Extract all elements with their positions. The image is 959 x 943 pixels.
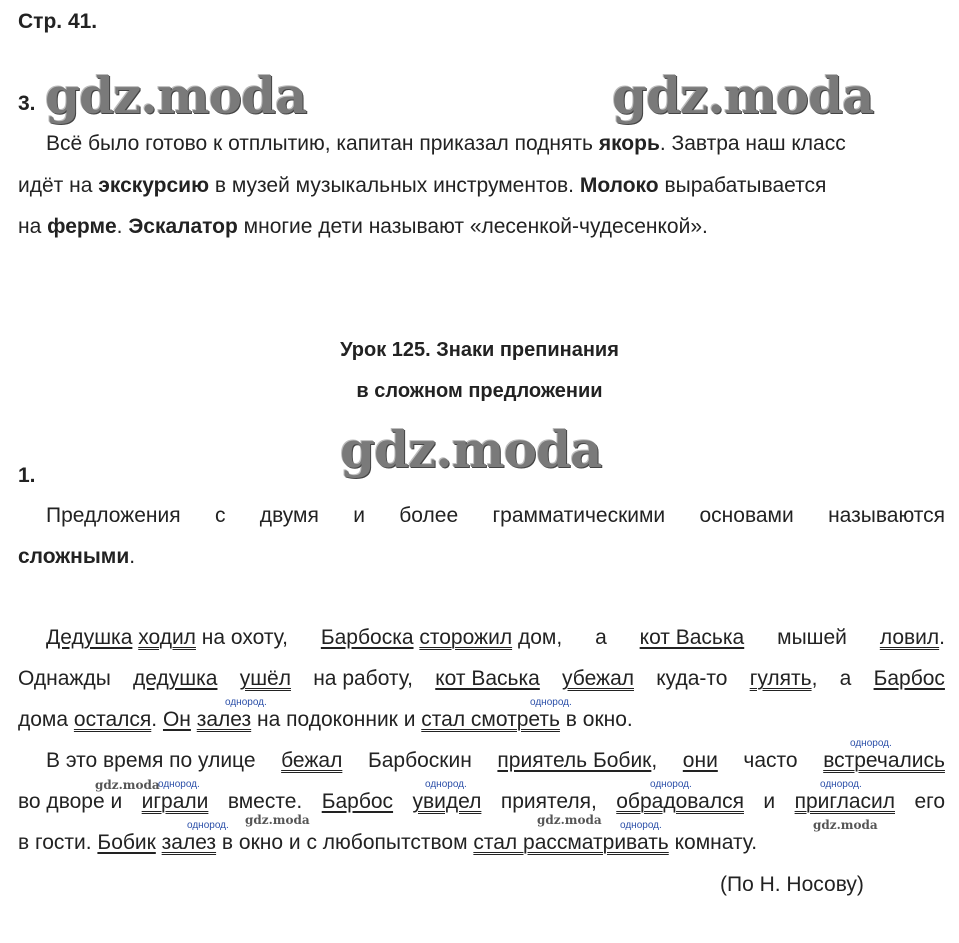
predicate: гулять bbox=[749, 667, 812, 690]
lesson-subtitle: в сложном предложении bbox=[356, 380, 603, 402]
predicate: убежал bbox=[562, 667, 634, 690]
predicate: пригласил bbox=[794, 790, 895, 813]
story-line: дома остался. Он залез на подоконник и стал смотреть в окно. bbox=[18, 708, 633, 731]
predicate: залез bbox=[196, 708, 252, 731]
answer-word: Эскалатор bbox=[128, 215, 238, 238]
subject: кот Васька bbox=[639, 626, 745, 649]
subject: Барбоска bbox=[320, 626, 414, 649]
predicate: играли bbox=[141, 790, 209, 813]
predicate: сторожил bbox=[419, 626, 513, 649]
paragraph-line: идёт на экскурсию в музей музыкальных инструментов. Молоко вырабатывается bbox=[18, 174, 827, 197]
predicate: стал смотреть bbox=[421, 708, 560, 731]
paragraph-line: Всё было готово к отплытию, капитан приказал поднять якорь. Завтра наш класс bbox=[46, 132, 846, 155]
subject: приятель Бобик bbox=[497, 749, 652, 772]
subject: Он bbox=[162, 708, 191, 731]
lesson-title: Урок 125. Знаки препинания bbox=[340, 339, 619, 361]
predicate: ловил bbox=[879, 626, 940, 649]
predicate: стал рассматривать bbox=[473, 831, 669, 854]
predicate: залез bbox=[161, 831, 217, 854]
subject: Дедушка bbox=[46, 626, 133, 649]
predicate: ушёл bbox=[239, 667, 291, 690]
predicate: остался bbox=[73, 708, 152, 731]
definition-line: сложными. bbox=[18, 545, 136, 568]
definition-line: Предложения с двумя и более грамматическими основами называются bbox=[46, 504, 945, 527]
homogeneous-note: однород. bbox=[820, 779, 862, 790]
story-line: Дедушка ходил на охоту, Барбоска сторожил дом, а кот Васька мышей ловил. bbox=[46, 626, 945, 649]
predicate: увидел bbox=[412, 790, 482, 813]
homogeneous-note: однород. bbox=[187, 820, 229, 831]
homogeneous-note: однород. bbox=[620, 820, 662, 831]
watermark-small: gdz.moda bbox=[537, 813, 602, 827]
predicate: ходил bbox=[138, 626, 196, 649]
homogeneous-note: однород. bbox=[158, 779, 200, 790]
answer-word: якорь bbox=[598, 132, 660, 155]
subject: Барбос bbox=[321, 790, 394, 813]
subject: Бобик bbox=[97, 831, 156, 854]
watermark-logo: gdz.moda bbox=[340, 420, 602, 479]
subject: Барбос bbox=[873, 667, 945, 690]
homogeneous-note: однород. bbox=[530, 697, 572, 708]
subject: они bbox=[682, 749, 718, 772]
subject: дедушка bbox=[133, 667, 218, 690]
story-line: Однажды дедушка ушёл на работу, кот Васька убежал куда-то гулять, а Барбос bbox=[18, 667, 945, 690]
watermark-logo: gdz.moda bbox=[45, 66, 307, 125]
source-citation: (По Н. Носову) bbox=[720, 873, 864, 896]
predicate: бежал bbox=[281, 749, 343, 772]
watermark-logo: gdz.moda bbox=[612, 66, 874, 125]
homogeneous-note: однород. bbox=[225, 697, 267, 708]
story-line: В это время по улице бежал Барбоскин приятель Бобик, они часто встречались bbox=[46, 749, 945, 772]
answer-word: Молоко bbox=[579, 174, 659, 197]
predicate: обрадовался bbox=[616, 790, 744, 813]
paragraph-line: на ферме. Эскалатор многие дети называют «лесенкой-чудесенкой». bbox=[18, 215, 708, 238]
answer-word: экскурсию bbox=[98, 174, 210, 197]
predicate: встречались bbox=[823, 749, 945, 772]
homogeneous-note: однород. bbox=[650, 779, 692, 790]
exercise-number: 3. bbox=[18, 92, 36, 115]
answer-word: ферме bbox=[47, 215, 117, 238]
story-line: в гости. Бобик залез в окно и с любопытством стал рассматривать комнату. bbox=[18, 831, 758, 854]
homogeneous-note: однород. bbox=[425, 779, 467, 790]
watermark-small: gdz.moda bbox=[813, 818, 878, 832]
subject: кот Васька bbox=[435, 667, 540, 690]
watermark-small: gdz.moda bbox=[245, 813, 310, 827]
page-number: Стр. 41. bbox=[18, 10, 98, 33]
homogeneous-note: однород. bbox=[850, 738, 892, 749]
story-line: во дворе и играли вместе. Барбос увидел приятеля, обрадовался и пригласил его bbox=[18, 790, 945, 813]
watermark-small: gdz.moda bbox=[95, 778, 160, 792]
answer-word: сложными bbox=[18, 545, 130, 568]
exercise-number: 1. bbox=[18, 464, 36, 487]
